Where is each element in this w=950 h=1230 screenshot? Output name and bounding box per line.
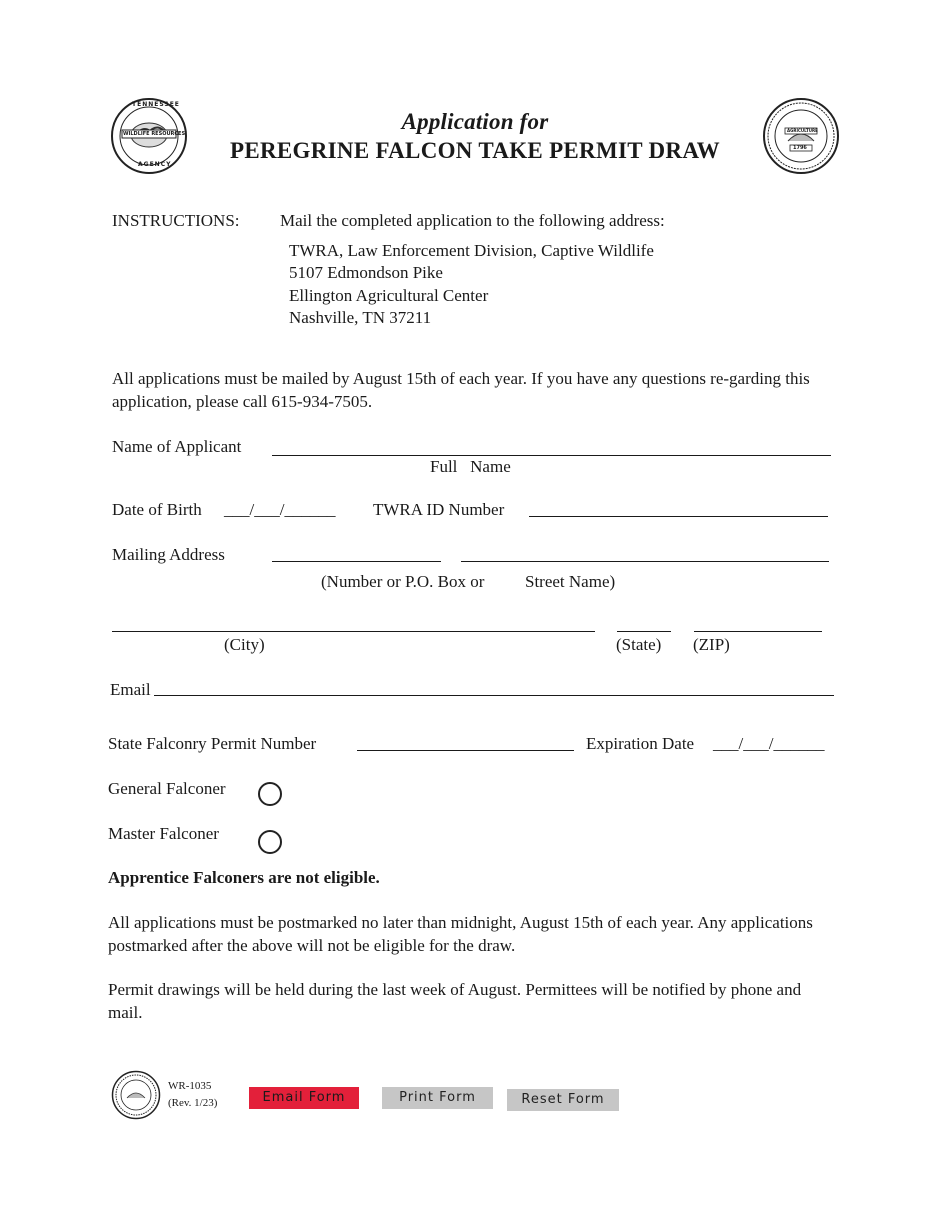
- master-falconer-label: Master Falconer: [108, 824, 219, 843]
- state-seal-icon: [762, 97, 840, 175]
- email-form-button[interactable]: Email Form: [249, 1087, 359, 1109]
- dob-label: Date of Birth: [112, 500, 202, 519]
- permit-number-field[interactable]: [357, 750, 574, 751]
- general-falconer-label: General Falconer: [108, 779, 226, 798]
- state-caption: (State): [616, 635, 662, 654]
- address-street-caption: Street Name): [525, 572, 616, 591]
- left-seal-bottom-text: AGENCY: [138, 161, 172, 168]
- city-field[interactable]: [112, 631, 595, 632]
- address-number-caption: (Number or P.O. Box or: [321, 572, 485, 591]
- instructions-label: INSTRUCTIONS:: [112, 211, 240, 230]
- title-line-1: Application for: [401, 109, 549, 134]
- address-line-2: 5107 Edmondson Pike: [289, 263, 443, 282]
- general-falconer-radio[interactable]: [258, 782, 282, 806]
- left-seal-top-text: TENNESSEE: [132, 101, 180, 108]
- address-street-field[interactable]: [461, 561, 829, 562]
- right-seal-year: 1796: [793, 145, 807, 151]
- footer-seal: [111, 1070, 161, 1120]
- deadline-notice: All applications must be mailed by August 15th of each year. If you have any questions re-garding this application, please call 615-934-7505.: [112, 369, 810, 411]
- address-line-1: TWRA, Law Enforcement Division, Captive Wildlife: [289, 241, 654, 260]
- right-seal-text: AGRICULTURE: [787, 128, 818, 133]
- name-label: Name of Applicant: [112, 437, 242, 456]
- address-line-4: Nashville, TN 37211: [289, 308, 432, 327]
- mailing-address-label: Mailing Address: [112, 545, 225, 564]
- twra-id-label: TWRA ID Number: [373, 500, 505, 519]
- email-field[interactable]: [154, 695, 834, 696]
- dob-field[interactable]: ___/___/______: [224, 500, 336, 519]
- address-line-3: Ellington Agricultural Center: [289, 286, 489, 305]
- form-revision: (Rev. 1/23): [168, 1097, 218, 1109]
- email-label: Email: [110, 680, 151, 699]
- zip-field[interactable]: [694, 631, 822, 632]
- city-caption: (City): [224, 635, 265, 654]
- drawing-notice: Permit drawings will be held during the last week of August. Permittees will be notified by phone and mail.: [108, 980, 802, 1022]
- twra-id-field[interactable]: [529, 516, 828, 517]
- form-number: WR-1035: [168, 1080, 212, 1092]
- apprentice-notice: Apprentice Falconers are not eligible.: [108, 868, 380, 887]
- title-line-2: PEREGRINE FALCON TAKE PERMIT DRAW: [230, 138, 720, 163]
- master-falconer-radio[interactable]: [258, 830, 282, 854]
- postmark-notice: All applications must be postmarked no later than midnight, August 15th of each year. Any applications postmarked after the above will not be eligible for the draw.: [108, 913, 813, 955]
- zip-caption: (ZIP): [693, 635, 730, 654]
- state-field[interactable]: [617, 631, 671, 632]
- instructions-text: Mail the completed application to the following address:: [280, 211, 665, 230]
- expiration-date-field[interactable]: ___/___/______: [713, 734, 825, 753]
- footer-seal-icon: [111, 1070, 161, 1120]
- reset-form-button[interactable]: Reset Form: [507, 1089, 619, 1111]
- expiration-date-label: Expiration Date: [586, 734, 695, 753]
- name-field[interactable]: [272, 455, 831, 456]
- permit-number-label: State Falconry Permit Number: [108, 734, 317, 753]
- address-number-field[interactable]: [272, 561, 441, 562]
- tennessee-state-seal: [762, 97, 840, 175]
- print-form-button[interactable]: Print Form: [382, 1087, 493, 1109]
- name-caption: Full Name: [430, 457, 511, 476]
- left-seal-middle-text: WILDLIFE RESOURCES: [123, 131, 186, 137]
